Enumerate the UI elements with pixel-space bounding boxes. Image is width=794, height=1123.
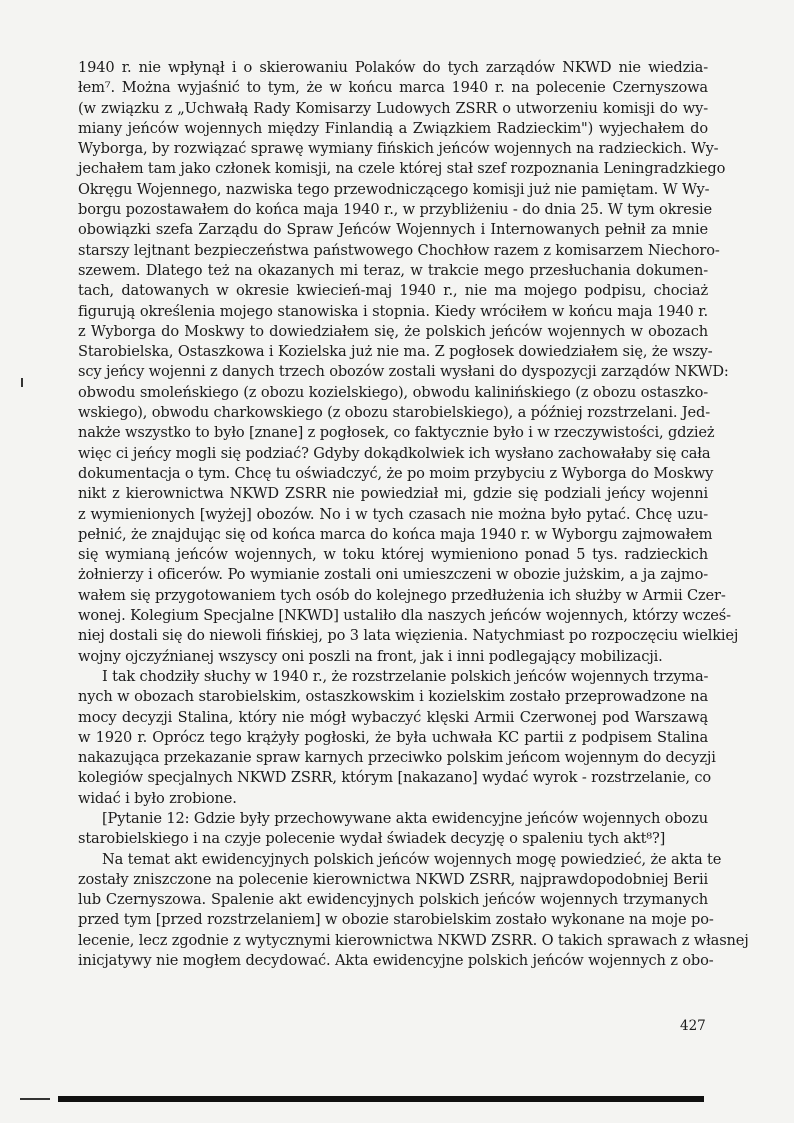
scan-edge-mark — [20, 1098, 50, 1100]
text-line: żołnierzy i oficerów. Po wymianie zostali oni umieszczeni w obozie jużskim, a ja zajmo- — [78, 566, 708, 584]
text-line: 1940 r. nie wpłynął i o skierowaniu Polaków do tych zarządów NKWD nie wiedzia- — [78, 59, 708, 76]
bottom-rule — [58, 1096, 704, 1102]
text-line: miany jeńców wojennych między Finlandią a Związkiem Radzieckim") wyjechałem do — [78, 119, 708, 137]
text-line: szewem. Dlatego też na okazanych mi teraz, w trakcie mego przesłuchania dokumen- — [78, 261, 708, 279]
text-line: z Wyborga do Moskwy to dowiedziałem się, że polskich jeńców wojennych w obozach — [78, 322, 708, 340]
text-line: wskiego), obwodu charkowskiego (z obozu starobielskiego), a później rozstrzelani. Jed- — [78, 404, 711, 422]
text-line: Na temat akt ewidencyjnych polskich jeńców wojennych mogę powiedzieć, że akta te — [102, 850, 722, 868]
text-line: mocy decyzji Stalina, który nie mógł wybaczyć klęski Armii Czerwonej pod Warszawą — [78, 708, 708, 726]
text-line: lub Czernyszowa. Spalenie akt ewidencyjnych polskich jeńców wojennych trzymanych — [78, 891, 708, 909]
text-line: borgu pozostawałem do końca maja 1940 r., w przybliżeniu - do dnia 25. W tym okresie — [78, 201, 713, 219]
text-line: niej dostali się do niewoli fińskiej, po 3 lata więzienia. Natychmiast po rozpoczęciu wielkiej — [78, 627, 739, 645]
text-line: łem⁷. Można wyjaśnić to tym, że w końcu marca 1940 r. na polecenie Czernyszowa — [78, 79, 708, 97]
text-line: nakże wszystko to było [znane] z pogłosek, co faktycznie było i w rzeczywistości, gdzież — [78, 424, 715, 442]
text-line: Okręgu Wojennego, nazwiska tego przewodniczącego komisji już nie pamiętam. W Wy- — [78, 180, 710, 198]
text-line: przed tym [przed rozstrzelaniem] w obozie starobielskim zostało wykonane na moje po- — [78, 911, 714, 929]
text-line: obowiązki szefa Zarządu do Spraw Jeńców Wojennych i Internowanych pełnił za mnie — [78, 221, 708, 239]
text-line: wałem się przygotowaniem tych osób do kolejnego przedłużenia ich służby w Armii Czer- — [78, 586, 726, 604]
text-line: nych w obozach starobielskim, ostaszkowskim i kozielskim zostało przeprowadzone na — [78, 688, 708, 706]
text-line: nakazująca przekazanie spraw karnych przeciwko polskim jeńcom wojennym do decyzji — [78, 749, 716, 767]
text-line: jechałem tam jako członek komisji, na czele której stał szef rozpoznania Leningradzkiego — [78, 160, 726, 178]
text-line: I tak chodziły słuchy w 1940 r., że rozstrzelanie polskich jeńców wojennych trzyma- — [102, 667, 709, 685]
text-line: Wyborga, by rozwiązać sprawę wymiany fińskich jeńców wojennych na radzieckich. Wy- — [78, 140, 719, 158]
text-line: dokumentacja o tym. Chcę tu oświadczyć, że po moim przybyciu z Wyborga do Moskwy — [78, 464, 714, 482]
text-line: wonej. Kolegium Specjalne [NKWD] ustaliło dla naszych jeńców wojennych, którzy wcześ- — [78, 607, 731, 625]
text-line: widać i było zrobione. — [78, 789, 237, 807]
text-line: z wymienionych [wyżej] obozów. No i w tych czasach nie można było pytać. Chcę uzu- — [78, 505, 708, 523]
text-line: figurują określenia mojego stanowiska i stopnia. Kiedy wróciłem w końcu maja 1940 r. — [78, 302, 708, 320]
page-body-text — [78, 58, 749, 971]
text-line: się wymianą jeńców wojennych, w toku której wymieniono ponad 5 tys. radzieckich — [78, 546, 708, 564]
text-line: wojny ojczyźnianej wszyscy oni poszli na front, jak i inni podlegający mobilizacji. — [78, 647, 663, 665]
text-line: zostały zniszczone na polecenie kierownictwa NKWD ZSRR, najprawdopodobniej Berii — [78, 870, 708, 888]
text-line: w 1920 r. Oprócz tego krążyły pogłoski, że była uchwała KC partii z podpisem Stalina — [78, 728, 708, 746]
text-line: obwodu smoleńskiego (z obozu kozielskiego), obwodu kalinińskiego (z obozu ostaszko- — [78, 383, 708, 401]
margin-mark — [21, 378, 23, 387]
text-line: pełnić, że znajdując się od końca marca do końca maja 1940 r. w Wyborgu zajmowałem — [78, 525, 713, 543]
text-line: lecenie, lecz zgodnie z wytycznymi kierownictwa NKWD ZSRR. O takich sprawach z własnej — [78, 931, 749, 949]
text-line: starobielskiego i na czyje polecenie wydał świadek decyzję o spaleniu tych akt⁸?] — [78, 830, 666, 848]
text-line: [Pytanie 12: Gdzie były przechowywane akta ewidencyjne jeńców wojennych obozu — [102, 809, 708, 827]
page-number: 427 — [680, 1018, 706, 1034]
text-line: scy jeńcy wojenni z danych trzech obozów zostali wysłani do dyspozycji zarządów NKWD: — [78, 363, 729, 381]
text-line: starszy lejtnant bezpieczeństwa państwowego Chochłow razem z komisarzem Niechoro- — [78, 241, 720, 259]
text-line: inicjatywy nie mogłem decydować. Akta ewidencyjne polskich jeńców wojennych z obo- — [78, 952, 714, 970]
text-line: kolegiów specjalnych NKWD ZSRR, którym [nakazano] wydać wyrok - rozstrzelanie, co — [78, 769, 711, 787]
text-line: więc ci jeńcy mogli się podziać? Gdyby dokądkolwiek ich wysłano zachowałaby się cała — [78, 444, 711, 462]
text-line: tach, datowanych w okresie kwiecień-maj 1940 r., nie ma mojego podpisu, chociaż — [78, 282, 708, 300]
text-line: (w związku z „Uchwałą Rady Komisarzy Ludowych ZSRR o utworzeniu komisji do wy- — [78, 99, 708, 117]
text-line: nikt z kierownictwa NKWD ZSRR nie powiedział mi, gdzie się podziali jeńcy wojenni — [78, 485, 708, 503]
text-line: Starobielska, Ostaszkowa i Kozielska już nie ma. Z pogłosek dowiedziałem się, że wszy- — [78, 343, 713, 361]
